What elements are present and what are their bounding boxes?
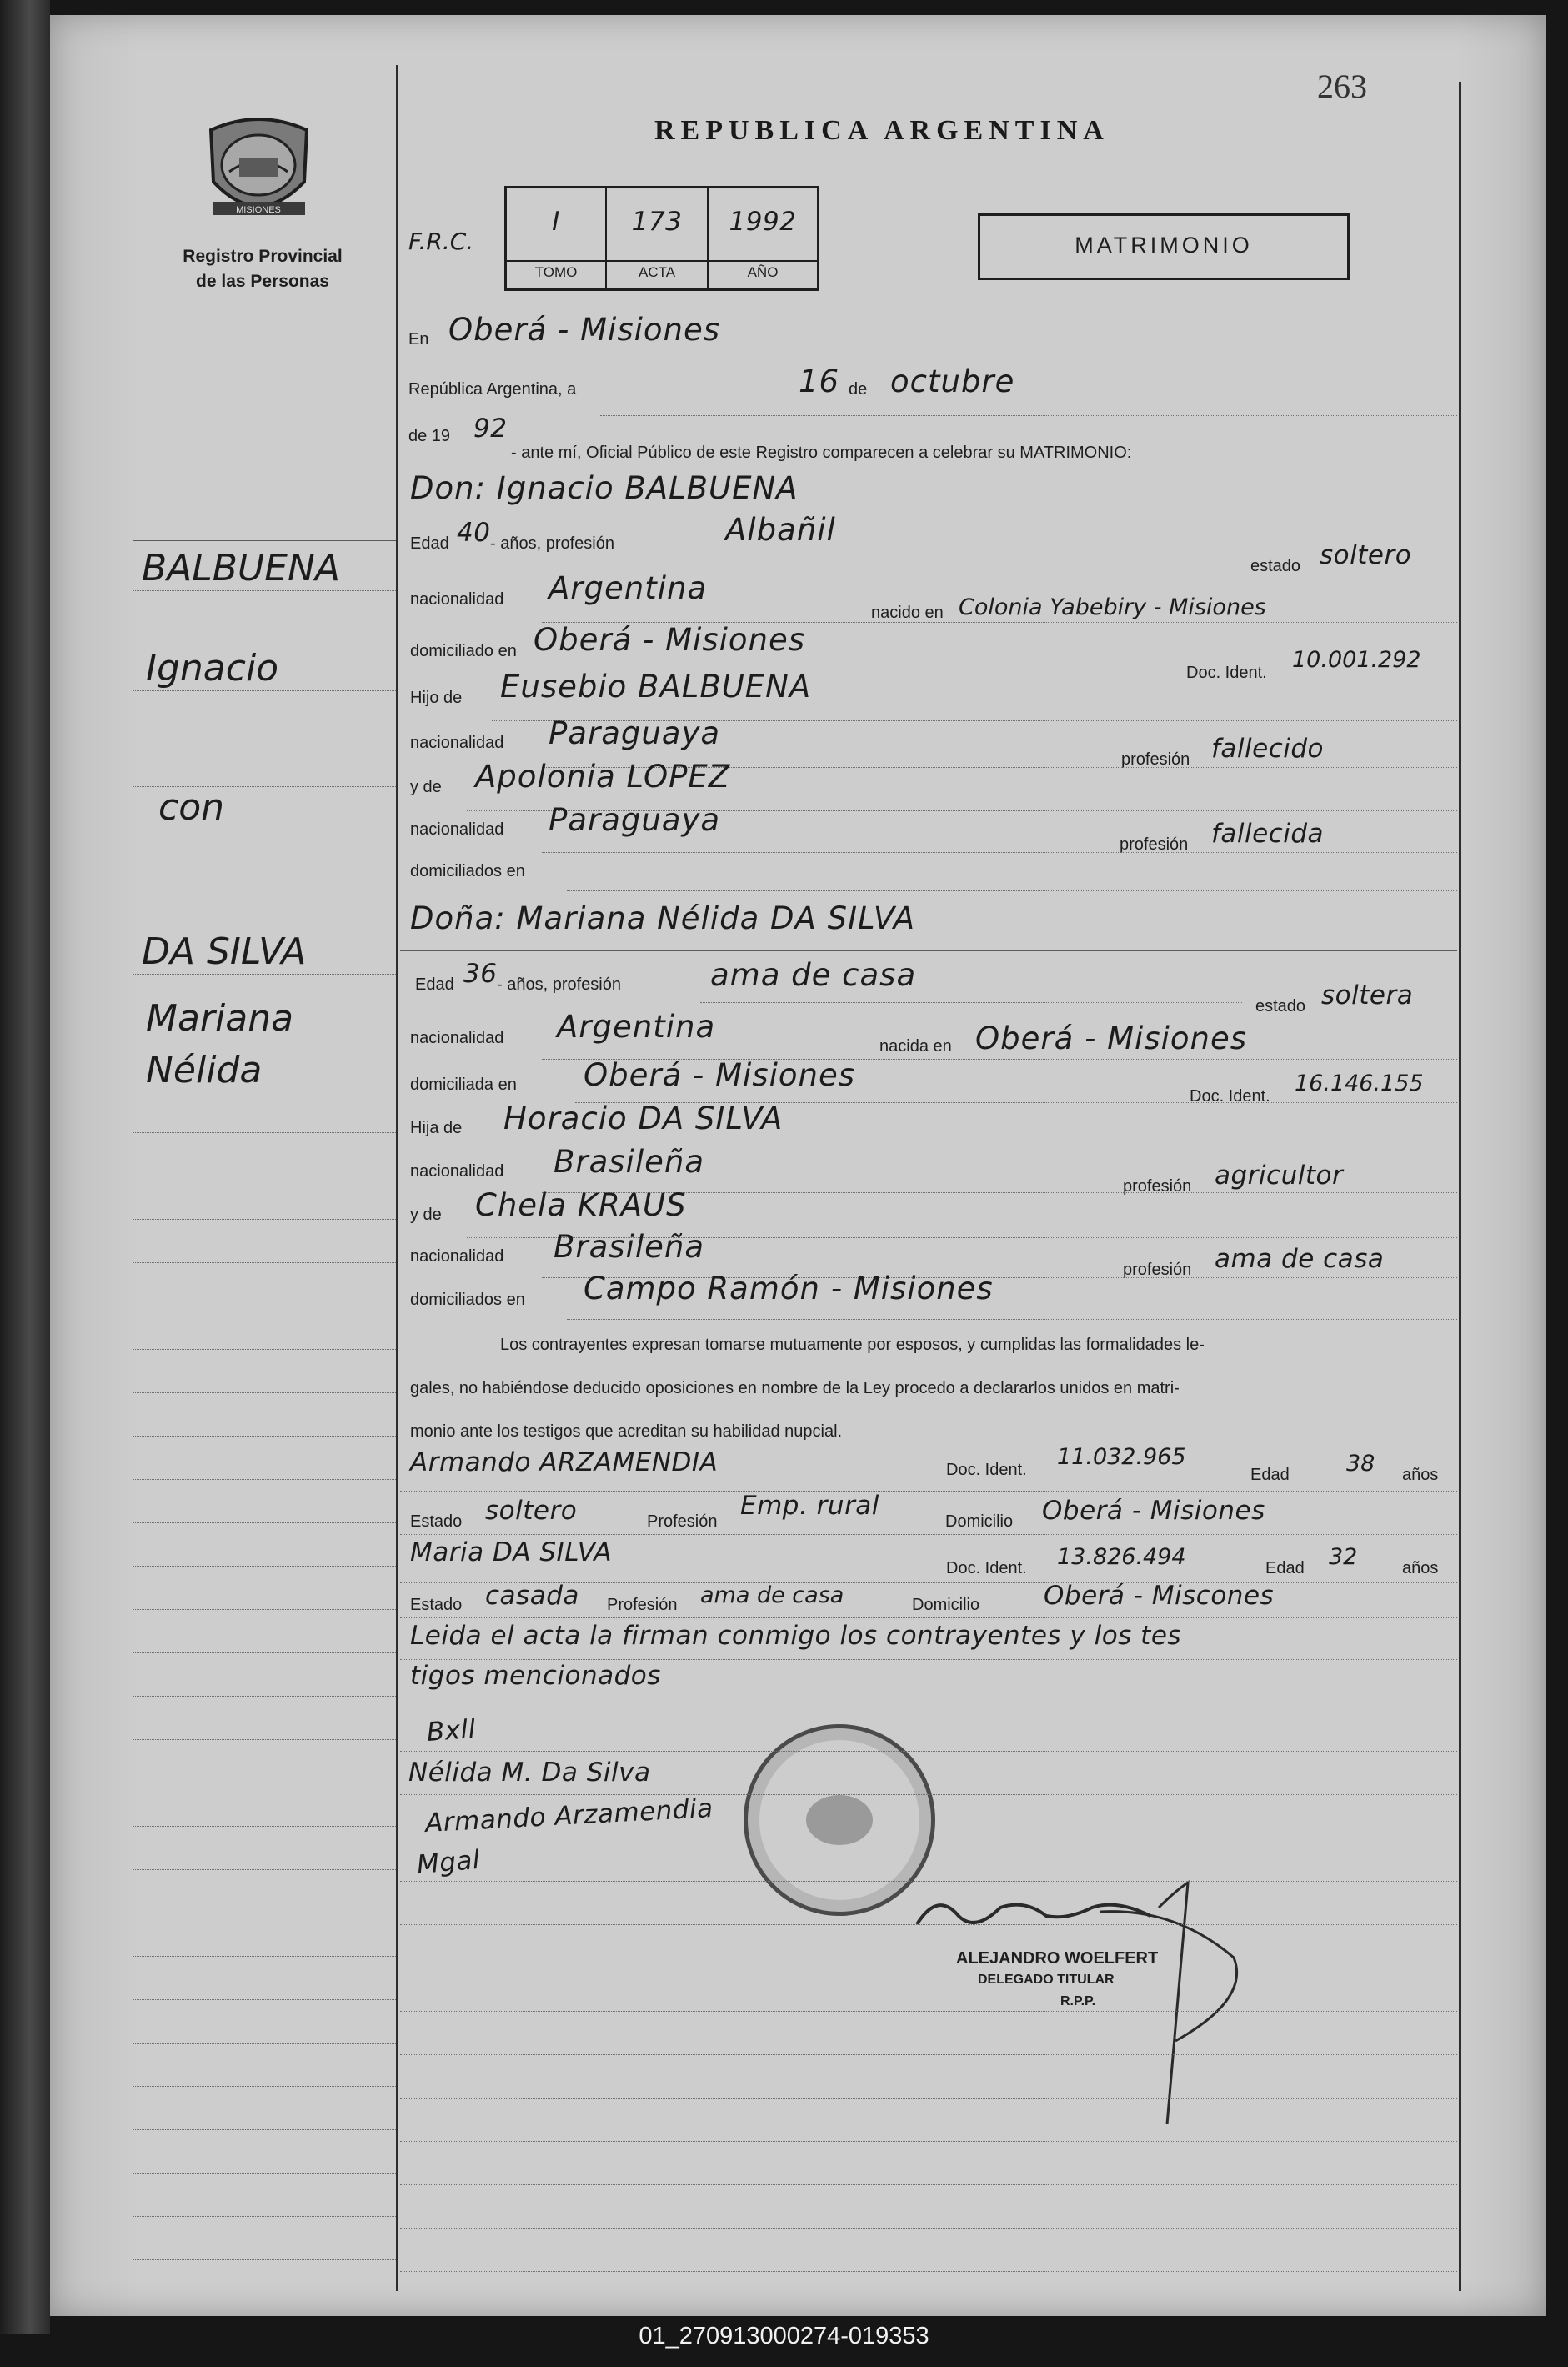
margin-separator [396,65,398,2291]
bride-father-nac-label: nacionalidad [410,1162,504,1181]
margin-con: con [158,786,224,829]
margin-ruled-line [133,1132,396,1133]
groom-profesion: Albañil [725,512,836,548]
bride-father-prof-label: profesión [1123,1177,1192,1196]
registry-name-line1: Registro Provincial [183,247,343,266]
margin-ruled-line [133,1436,396,1437]
bride-doc-label: Doc. Ident. [1190,1087,1270,1106]
bride-nacionalidad: Argentina [557,1009,716,1045]
bride-estado-label: estado [1255,997,1306,1016]
line-bride-prof [700,1002,1242,1003]
record-type-box [978,213,1350,280]
witness1-doc: 11.032.965 [1057,1444,1186,1470]
witness1-edad-label: Edad [1250,1466,1290,1484]
page-ruled-line [400,1794,1457,1795]
bride-domicilio: Oberá - Misiones [584,1057,856,1093]
ante-text: - ante mí, Oficial Público de este Registro comparecen a celebrar su MATRIMONIO: [511,444,1132,462]
bride-anos-label: - años, profesión [497,975,621,994]
registry-name-line2: de las Personas [196,272,329,291]
witness1-profesion: Emp. rural [740,1491,879,1521]
bride-father-nac: Brasileña [554,1144,704,1180]
margin-ruled-line [133,2043,396,2044]
margin-ruled-line [133,1696,396,1697]
declaration-line3: monio ante los testigos que acreditan su habilidad nupcial. [410,1422,843,1441]
margin-ruled-line [133,1826,396,1827]
groom-mother-prof-label: profesión [1120,835,1189,854]
de-label: de [849,380,868,399]
witness2-edad: 32 [1329,1544,1358,1570]
margin-line-1 [133,590,396,591]
official-org: R.P.P. [1060,1994,1096,2008]
page-ruled-line [400,1924,1457,1925]
bride-mother-nac-label: nacionalidad [410,1247,504,1266]
page-ruled-line [400,2098,1457,2099]
signature-groom: Bxll [425,1713,478,1748]
groom-mother-prof: fallecida [1211,819,1325,849]
groom-nacido-en: Colonia Yabebiry - Misiones [959,594,1266,620]
bride-estado: soltera [1321,980,1414,1010]
page-ruled-line [400,2271,1457,2272]
page-ruled-line [400,2011,1457,2012]
book-spine-edge [0,0,50,2334]
groom-edad: 40 [457,518,491,548]
groom-doc: 10.001.292 [1292,647,1421,673]
witness2-profesion: ama de casa [700,1582,844,1608]
margin-surname-2: DA SILVA [142,930,307,973]
line-date [600,415,1457,416]
witness2-prof-label: Profesión [607,1596,678,1614]
witness2-estado: casada [485,1581,579,1611]
witness2-name: Maria DA SILVA [410,1537,613,1567]
groom-father-nac-label: nacionalidad [410,734,504,752]
line-witness1-a [400,1491,1457,1492]
groom-doc-label: Doc. Ident. [1186,664,1267,682]
witness1-name: Armando ARZAMENDIA [410,1447,719,1477]
line-bride-name [400,950,1457,951]
line-witness1-b [400,1534,1457,1535]
margin-ruled-line [133,1869,396,1870]
year-prefix: de 19 [408,427,451,445]
margin-ruled-line [133,2173,396,2174]
margin-ruled-line [133,1522,396,1523]
witness1-dom-label: Domicilio [945,1512,1014,1531]
closing-line1: Leida el acta la firman conmigo los contrayentes y los tes [410,1621,1182,1651]
margin-ruled-line [133,2129,396,2130]
closing-line2: tigos mencionados [410,1661,661,1691]
witness2-doc-label: Doc. Ident. [946,1559,1027,1577]
bride-name: Doña: Mariana Nélida DA SILVA [410,900,916,936]
margin-ruled-line [133,1392,396,1393]
groom-dom-label: domiciliado en [410,642,517,660]
witness2-edad-label: Edad [1265,1559,1305,1577]
bride-hija-label: Hija de [410,1119,463,1137]
official-name: ALEJANDRO WOELFERT [956,1949,1159,1968]
witness2-dom-label: Domicilio [912,1596,980,1614]
margin-ruled-line [133,1219,396,1220]
margin-ruled-line [133,2216,396,2217]
groom-name: Don: Ignacio BALBUENA [410,470,799,506]
witness1-estado: soltero [485,1496,578,1526]
page-ruled-line [400,2228,1457,2229]
official-role: DELEGADO TITULAR [978,1973,1115,1987]
groom-father: Eusebio BALBUENA [500,669,812,705]
page-ruled-line [400,1881,1457,1882]
document-title: REPUBLICA ARGENTINA [654,115,1110,146]
witness1-prof-label: Profesión [647,1512,718,1531]
groom-father-prof: fallecido [1211,734,1325,764]
bride-mother-prof-label: profesión [1123,1261,1192,1279]
margin-given-2b: Nélida [146,1049,263,1091]
declaration-line2: gales, no habiéndose deducido oposiciones en nombre de la Ley procedo a declararlos unidos en matri- [410,1379,1180,1397]
margin-ruled-line [133,2086,396,2087]
margin-ruled-line [133,1566,396,1567]
republica-label: República Argentina, a [408,380,577,399]
place: Oberá - Misiones [448,312,721,348]
witness1-doc-label: Doc. Ident. [946,1461,1027,1479]
signature-witness2: Mgal [415,1844,482,1881]
coat-of-arms-icon [203,113,315,233]
margin-ruled-line [133,1652,396,1653]
witness1-anos-label: años [1402,1466,1439,1484]
line-closing-1 [400,1659,1457,1660]
witness1-estado-label: Estado [410,1512,463,1531]
bride-parents-dom-label: domiciliados en [410,1291,525,1309]
bride-nac-label: nacionalidad [410,1029,504,1047]
month: octubre [890,364,1015,399]
groom-nac-label: nacionalidad [410,590,504,609]
margin-rule-2 [133,540,396,541]
witness2-estado-label: Estado [410,1596,463,1614]
margin-ruled-line [133,1739,396,1740]
tomo-label: TOMO [534,264,578,280]
signature-witness1: Armando Arzamendia [424,1793,714,1839]
margin-ruled-line [133,1609,396,1610]
margin-ruled-line [133,1262,396,1263]
right-margin-rule [1459,82,1461,2291]
page-ruled-line [400,1751,1457,1752]
groom-mother-nac: Paraguaya [549,802,721,838]
bride-father: Horacio DA SILVA [503,1101,784,1136]
acta-label: ACTA [638,264,676,280]
tomo-value: I [552,207,560,237]
ano-label: AÑO [747,264,779,280]
groom-mother: Apolonia LOPEZ [475,759,731,795]
register-page [50,15,1546,2316]
groom-father-prof-label: profesión [1121,750,1190,769]
en-label: En [408,330,429,349]
frc-label: F.R.C. [408,228,474,255]
signature-bride: Nélida M. Da Silva [408,1758,651,1788]
groom-hijo-label: Hijo de [410,689,463,707]
groom-father-nac: Paraguaya [549,715,721,751]
bride-edad-label: Edad [415,975,454,994]
acta-value: 173 [631,207,683,237]
svg-text:MISIONES: MISIONES [236,205,281,215]
witness2-anos-label: años [1402,1559,1439,1577]
groom-nacido-label: nacido en [871,604,944,622]
margin-ruled-line [133,1349,396,1350]
record-type: MATRIMONIO [1075,233,1253,258]
bride-yde-label: y de [410,1206,442,1224]
line-bride-parents-dom [567,1319,1457,1320]
ano-value: 1992 [729,207,797,237]
groom-anos-label: - años, profesión [490,534,614,553]
groom-mother-nac-label: nacionalidad [410,820,504,839]
page-ruled-line [400,2054,1457,2055]
day: 16 [799,364,840,399]
bride-mother-nac: Brasileña [554,1229,704,1265]
bride-edad: 36 [463,959,498,989]
year-suffix: 92 [473,414,508,444]
margin-ruled-line [133,1999,396,2000]
bride-parents-dom: Campo Ramón - Misiones [584,1271,994,1306]
footer-document-id: 01_270913000274-019353 [639,2323,929,2349]
bride-father-prof: agricultor [1215,1161,1344,1191]
margin-given-2a: Mariana [146,997,294,1040]
bride-doc: 16.146.155 [1295,1071,1424,1096]
margin-line-2 [133,690,396,691]
line-groom-mother-nac [542,852,1457,853]
margin-ruled-line [133,1956,396,1957]
groom-estado: soltero [1320,540,1412,570]
line-witness2-b [400,1617,1457,1618]
groom-nacionalidad: Argentina [549,570,708,606]
bride-nacida-label: nacida en [879,1037,952,1056]
record-box [504,186,819,291]
bride-dom-label: domiciliada en [410,1076,517,1094]
bride-mother-prof: ama de casa [1215,1244,1385,1274]
groom-yde-label: y de [410,778,442,796]
witness2-domicilio: Oberá - Miscones [1044,1581,1275,1611]
groom-estado-label: estado [1250,557,1301,575]
margin-surname-1: BALBUENA [142,547,341,589]
witness1-edad: 38 [1346,1451,1375,1477]
groom-edad-label: Edad [410,534,449,553]
margin-given-1: Ignacio [146,647,279,690]
page-number: 263 [1317,68,1367,105]
groom-domicilio: Oberá - Misiones [534,622,806,658]
declaration-line1: Los contrayentes expresan tomarse mutuamente por esposos, y cumplidas las formalidades le- [500,1336,1205,1354]
margin-ruled-line [133,2259,396,2260]
witness2-doc: 13.826.494 [1057,1544,1186,1570]
margin-line-4 [133,974,396,975]
page-ruled-line [400,2141,1457,2142]
margin-ruled-line [133,1479,396,1480]
bride-nacida-en: Oberá - Misiones [975,1021,1248,1056]
page-ruled-line [400,2184,1457,2185]
witness1-domicilio: Oberá - Misiones [1042,1496,1265,1526]
line-groom-parents-dom [567,890,1457,891]
bride-profesion: ama de casa [710,957,917,993]
bride-mother: Chela KRAUS [475,1187,687,1223]
groom-parents-dom-label: domiciliados en [410,862,525,880]
